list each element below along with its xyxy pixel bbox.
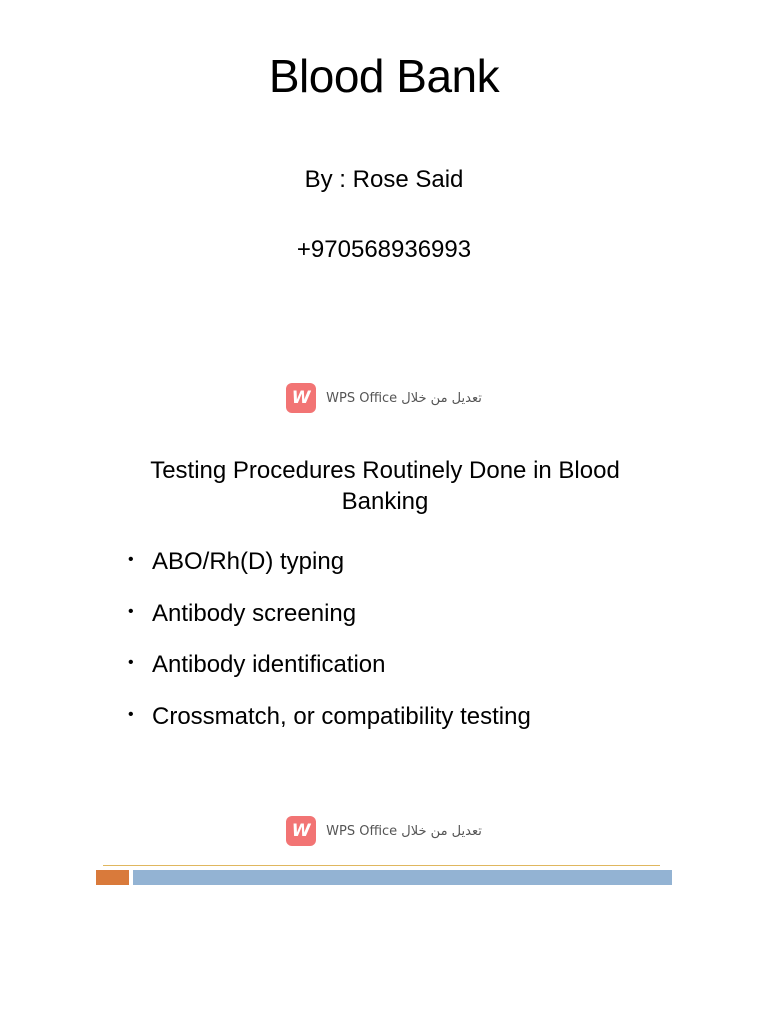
footer-bar-accent [96,870,129,885]
page-title: Blood Bank [268,50,500,102]
list-item [128,700,688,734]
bullet-list [128,545,688,751]
wps-office-logo-icon: W [286,816,316,846]
bullet-icon: • [128,705,134,723]
list-item-text: Crossmatch, or compatibility testing [152,702,531,730]
list-item [128,648,688,682]
divider-line [103,865,660,866]
list-item [128,597,688,631]
bullet-icon: • [128,602,134,620]
bullet-icon: • [128,654,134,671]
wps-watermark-text: تعديل من خلال WPS Office [326,390,482,406]
wps-watermark-text: تعديل من خلال WPS Office [326,823,482,839]
bullet-icon: • [128,551,134,568]
list-item-text: Antibody screening [152,599,357,627]
list-item-text: ABO/Rh(D) typing [152,548,345,575]
list-item [128,545,688,579]
phone-number: +970568936993 [296,236,472,263]
wps-office-logo-icon: W [286,383,316,413]
footer-bar [133,870,672,885]
section-heading: Testing Procedures Routinely Done in Blood Banking [150,457,620,515]
wps-watermark [0,815,768,847]
list-item-text: Antibody identification [152,651,386,678]
author-line: By : Rose Said [304,166,464,193]
wps-watermark [0,382,768,414]
